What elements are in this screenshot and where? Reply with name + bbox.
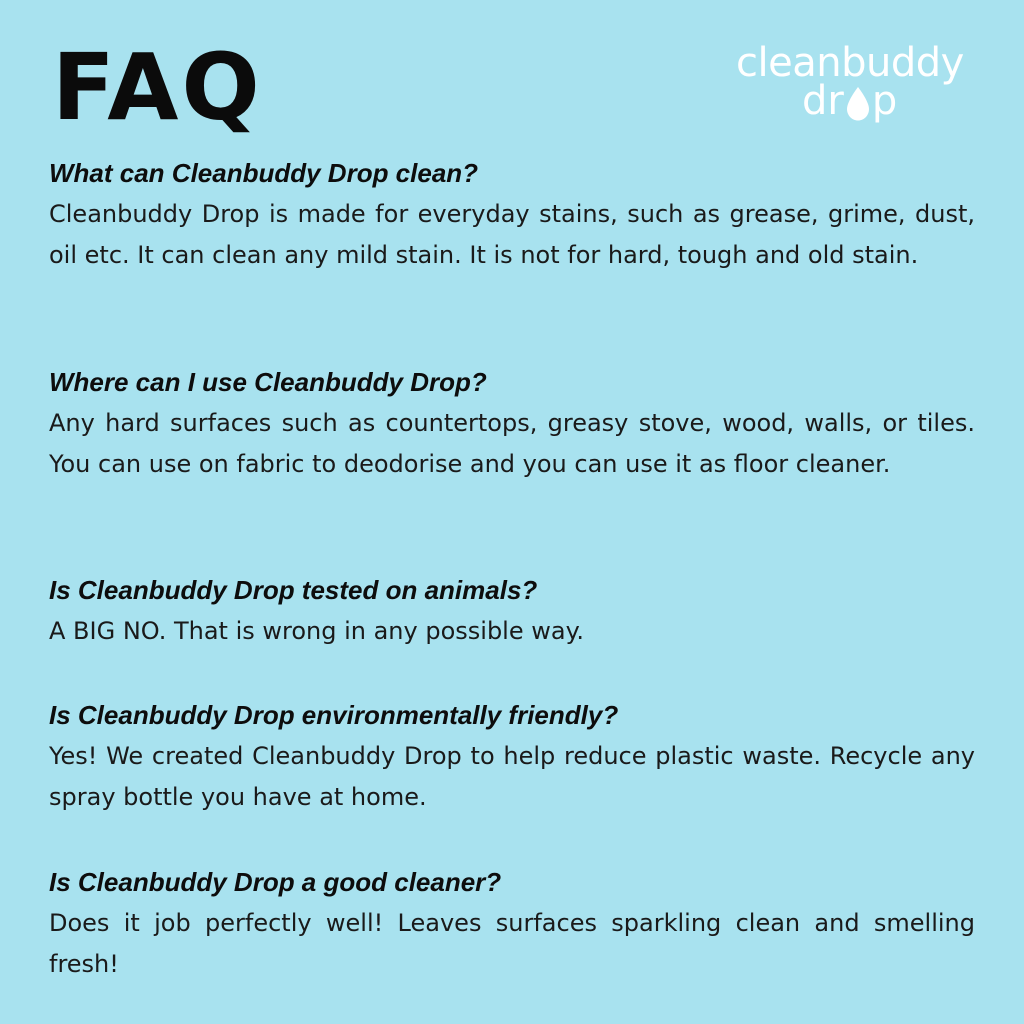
- logo-wordmark-left: dr: [802, 78, 844, 124]
- faq-item: [49, 694, 975, 818]
- faq-question: Is Cleanbuddy Drop a good cleaner?: [49, 867, 502, 897]
- logo-wordmark-right: p: [871, 78, 898, 124]
- faq-item: [49, 152, 975, 276]
- faq-question: Is Cleanbuddy Drop tested on animals?: [49, 575, 538, 605]
- faq-item: [49, 361, 975, 485]
- faq-answer: Cleanbuddy Drop is made for everyday stains, such as grease, grime, dust, oil etc. It can clean any mild stain. It is not for hard, tough and old stain.: [49, 200, 975, 269]
- page-title: FAQ: [52, 34, 263, 141]
- faq-answer: Yes! We created Cleanbuddy Drop to help reduce plastic waste. Recycle any spray bottle you have at home.: [49, 742, 975, 811]
- faq-answer: Any hard surfaces such as countertops, greasy stove, wood, walls, or tiles. You can use on fabric to deodorise and you can use it as floor cleaner.: [49, 409, 975, 478]
- faq-question: What can Cleanbuddy Drop clean?: [49, 158, 479, 188]
- faq-answer: A BIG NO. That is wrong in any possible way.: [49, 617, 584, 645]
- logo-wordmark-bottom: [802, 78, 897, 124]
- faq-item: [49, 861, 975, 985]
- logo-wordmark-top: cleanbuddy: [736, 40, 964, 86]
- faq-answer: Does it job perfectly well! Leaves surfaces sparkling clean and smelling fresh!: [49, 909, 975, 978]
- faq-question: Is Cleanbuddy Drop environmentally friendly?: [49, 700, 619, 730]
- faq-question: Where can I use Cleanbuddy Drop?: [49, 367, 487, 397]
- faq-item: [49, 569, 975, 652]
- water-drop-icon: [845, 86, 871, 122]
- brand-logo: [736, 40, 964, 126]
